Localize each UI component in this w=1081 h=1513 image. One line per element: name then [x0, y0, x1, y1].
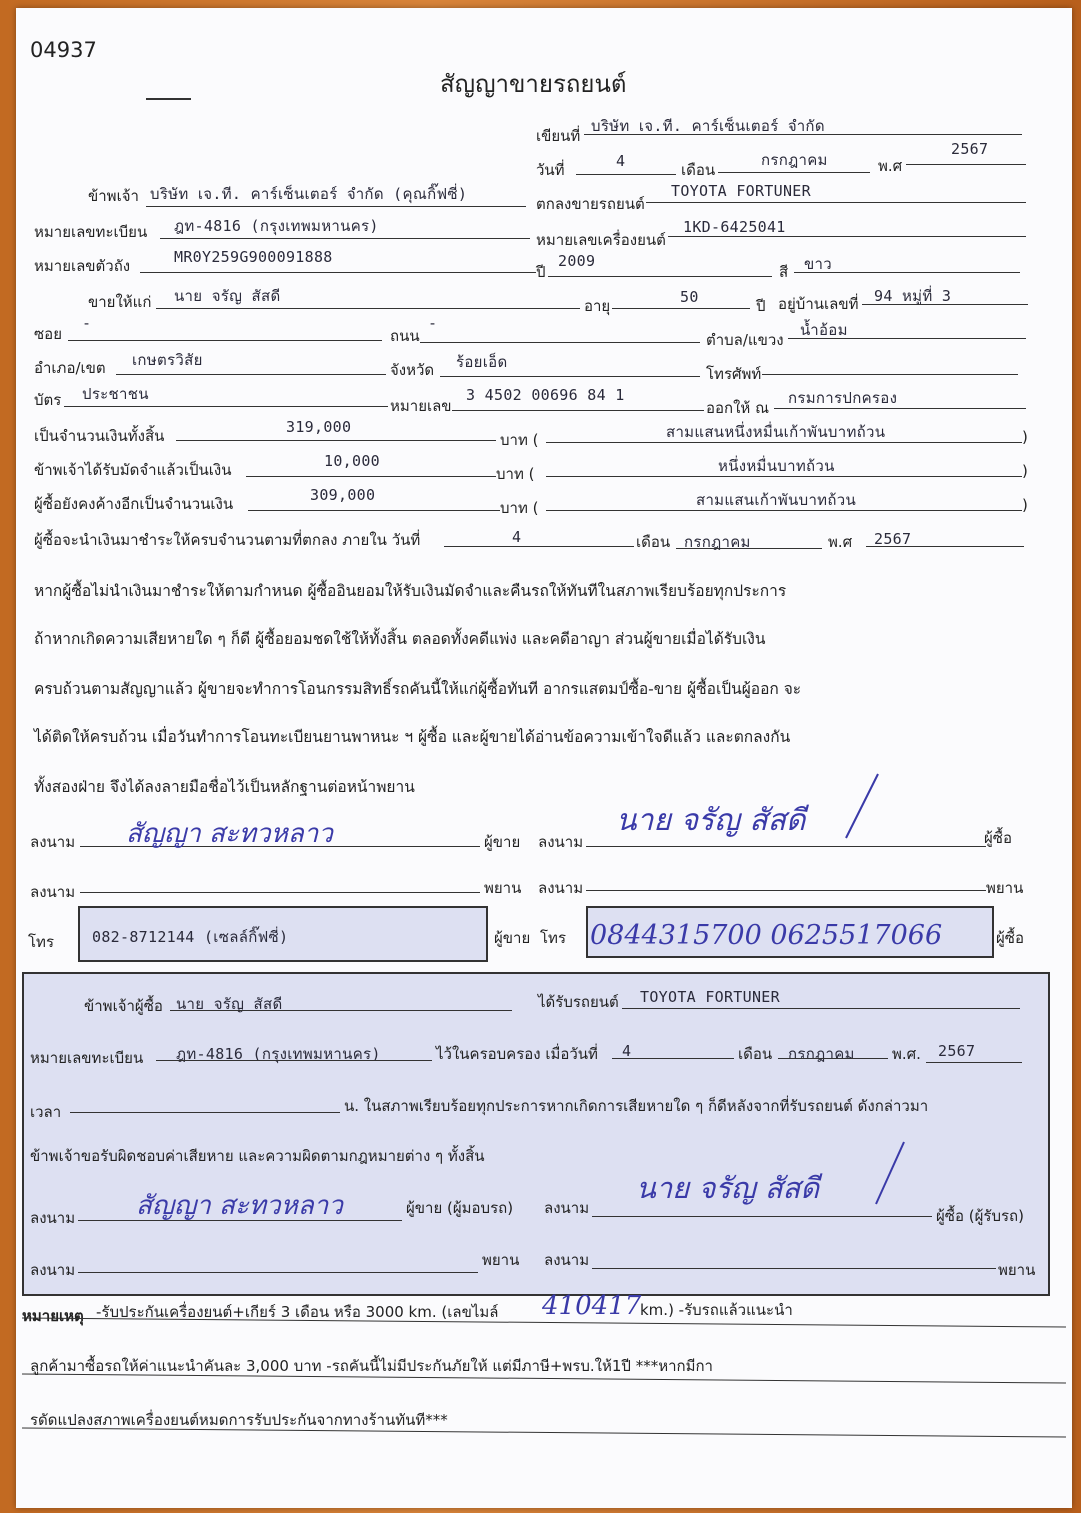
possess-year-label: พ.ศ.: [892, 1045, 921, 1063]
due-year: 2567: [874, 530, 912, 548]
witness-role-1: พยาน: [484, 879, 522, 897]
soi-value: -: [82, 314, 92, 332]
tambon-value: น้ำอ้อม: [800, 321, 848, 339]
sign-label-seller: ลงนาม: [30, 833, 76, 851]
deposit-value: 10,000: [324, 452, 380, 470]
phone-buyer-role: ผู้ซื้อ: [996, 929, 1024, 947]
chassis-line: [140, 272, 536, 273]
phone-seller-role: ผู้ขาย: [494, 929, 531, 947]
reg-value: ฎท-4816 (กรุงเทพมหานคร): [174, 217, 379, 235]
age-label: อายุ: [584, 297, 611, 315]
doc-number: 04937: [30, 38, 97, 62]
card-no-label: หมายเลข: [390, 397, 452, 415]
total-value: 319,000: [286, 418, 352, 436]
receipt-buyer-role: ผู้ซื้อ (ผู้รับรถ): [936, 1207, 1024, 1225]
notes-line-1a: -รับประกันเครื่องยนต์+เกียร์ 3 เดือน หรือ 3000 km. (เลขไมล์: [96, 1303, 499, 1321]
terms-line-2: ถ้าหากเกิดความเสียหายใด ๆ ก็ดี ผู้ซื้อยอมชดใช้ให้ทั้งสิ้น ตลอดทั้งคดีแพ่ง และคดีอาญา ส่วนผู้ขายเมื่อได้รับเงิน: [34, 630, 766, 648]
receipt-box: [22, 972, 1050, 1296]
receipt-buyer-name: นาย จรัญ สัสดี: [176, 995, 283, 1013]
age-line: [612, 308, 750, 309]
written-at-line: [584, 134, 1022, 135]
receipt-seller-role: ผู้ขาย (ผู้มอบรถ): [406, 1199, 514, 1217]
month-value: กรกฎาคม: [761, 151, 828, 169]
notes-underline-3: [22, 1427, 1066, 1437]
province-line: [440, 376, 700, 377]
buyer-phone-handwritten: [590, 910, 990, 954]
buyer-phone-box: [586, 906, 994, 958]
day-line: [576, 174, 676, 175]
seller-name: บริษัท เจ.ที. คาร์เซ็นเตอร์ จำกัด (คุณกิ๊ฟซี่): [150, 185, 468, 203]
receipt-reg-label: หมายเลขทะเบียน: [30, 1049, 144, 1067]
remain-line: [248, 510, 500, 511]
seller-line: [146, 206, 526, 207]
province-value: ร้อยเอ็ด: [456, 353, 508, 371]
receipt-sign-label-witness-2: ลงนาม: [544, 1251, 590, 1269]
sign-label-buyer: ลงนาม: [538, 833, 584, 851]
engine-line: [668, 236, 1026, 237]
witness-2-line: [586, 890, 986, 891]
road-label: ถนน: [390, 327, 420, 345]
receipt-sign-label-witness-1: ลงนาม: [30, 1261, 76, 1279]
svg-text:410417: 410417: [542, 1291, 642, 1321]
month-line: [718, 172, 870, 173]
receipt-buyer-line: [170, 1010, 512, 1011]
phone-line: [762, 374, 1018, 375]
amphoe-label: อำเภอ/เขต: [34, 359, 106, 377]
remain-words-line: [546, 510, 1022, 511]
sign-label-witness-2: ลงนาม: [538, 879, 584, 897]
receipt-sign-label-buyer: ลงนาม: [544, 1199, 590, 1217]
buyer-signature: [616, 768, 916, 848]
engine-value: 1KD-6425041: [683, 218, 786, 236]
due-label: ผู้ซื้อจะนำเงินมาชำระให้ครบจำนวนตามที่ตกลง ภายใน วันที่: [34, 531, 421, 549]
age-unit: ปี: [756, 297, 766, 315]
possess-day-line: [612, 1058, 734, 1059]
seller-phone: 082-8712144 (เซลล์กิ๊ฟซี่): [92, 928, 289, 946]
received-car: TOYOTA FORTUNER: [640, 988, 780, 1006]
receipt-buyer-label: ข้าพเจ้าผู้ซื้อ: [84, 997, 163, 1015]
notes-line-3: รดัดแปลงสภาพเครื่องยนต์หมดการรับประกันจากทางร้านทันที***: [30, 1411, 448, 1429]
card-value: ประชาชน: [82, 385, 149, 403]
due-year-label: พ.ศ: [828, 533, 853, 551]
buyer-role: ผู้ซื้อ: [984, 829, 1012, 847]
agree-label: ตกลงขายรถยนต์: [536, 195, 645, 213]
color-label: สี: [779, 263, 789, 281]
address-line: [862, 304, 1028, 305]
remain-label: ผู้ซื้อยังคงค้างอีกเป็นจำนวนเงิน: [34, 495, 234, 513]
deposit-label: ข้าพเจ้าได้รับมัดจำแล้วเป็นเงิน: [34, 461, 232, 479]
terms-line-5: ทั้งสองฝ่าย จึงได้ลงลายมือชื่อไว้เป็นหลักฐานต่อหน้าพยาน: [34, 778, 415, 796]
due-day-line: [444, 546, 634, 547]
engine-label: หมายเลขเครื่องยนต์: [536, 231, 666, 249]
deposit-close: ): [1022, 462, 1028, 480]
buyer-name: นาย จรัญ สัสดี: [174, 287, 281, 305]
deposit-line: [246, 476, 496, 477]
day-label: วันที่: [536, 161, 565, 179]
seller-role: ผู้ขาย: [484, 833, 521, 851]
due-day: 4: [512, 528, 522, 546]
card-line: [64, 406, 388, 407]
total-baht: บาท (: [500, 431, 539, 449]
mileage-handwritten: [542, 1280, 642, 1324]
deposit-words: หนึ่งหมื่นบาทถ้วน: [718, 457, 835, 475]
receipt-sign-label-seller: ลงนาม: [30, 1209, 76, 1227]
total-line: [176, 440, 496, 441]
seller-phone-label: โทร: [28, 933, 55, 951]
soi-line: [68, 340, 382, 341]
deposit-baht: บาท (: [496, 465, 535, 483]
amphoe-value: เกษตรวิสัย: [132, 351, 203, 369]
remain-close: ): [1022, 496, 1028, 514]
card-no-value: 3 4502 00696 84 1: [466, 386, 625, 404]
car-model: TOYOTA FORTUNER: [671, 182, 811, 200]
receipt-seller-signature: [136, 1176, 376, 1226]
vehicle-year-label: ปี: [536, 263, 546, 281]
total-close: ): [1022, 428, 1028, 446]
car-model-line: [646, 202, 1026, 203]
reg-line: [160, 238, 530, 239]
received-label: ได้รับรถยนต์: [538, 993, 619, 1011]
svg-text:นาย จรัญ สัสดี: นาย จรัญ สัสดี: [636, 1171, 820, 1205]
amphoe-line: [116, 374, 386, 375]
total-words: สามแสนหนึ่งหมื่นเก้าพันบาทถ้วน: [666, 423, 886, 441]
time-line: [70, 1112, 340, 1113]
seller-phone-box: [78, 906, 488, 962]
reg-label: หมายเลขทะเบียน: [34, 223, 148, 241]
witness-role-2: พยาน: [986, 879, 1024, 897]
issued-label: ออกให้ ณ: [706, 399, 769, 417]
card-no-line: [452, 410, 704, 411]
notes-line-2: ลูกค้ามาซื้อรถให้ค่าแนะนำคันละ 3,000 บาท -รถคันนี้ไม่มีประกันภัยให้ แต่มีภาษี+พรบ.ให้1ปี ***หากมีกา: [30, 1357, 713, 1375]
possess-month-label: เดือน: [738, 1045, 773, 1063]
color-line: [794, 272, 1020, 273]
total-words-line: [546, 442, 1022, 443]
possess-day: 4: [622, 1042, 632, 1060]
issued-value: กรมการปกครอง: [788, 389, 898, 407]
due-month-label: เดือน: [636, 533, 671, 551]
written-at-label: เขียนที่: [536, 127, 581, 145]
possess-year-line: [926, 1062, 1022, 1063]
receipt-witness-role-2: พยาน: [998, 1261, 1036, 1279]
vehicle-year-line: [548, 276, 772, 277]
age-value: 50: [680, 288, 699, 306]
issued-line: [774, 408, 1026, 409]
svg-text:สัญญา สะทวหลาว: สัญญา สะทวหลาว: [126, 819, 333, 849]
year-value: 2567: [951, 140, 989, 158]
receipt-witness-1-line: [78, 1272, 478, 1273]
province-label: จังหวัด: [390, 361, 435, 379]
receipt-reg: ฎท-4816 (กรุงเทพมหานคร): [176, 1045, 381, 1063]
possess-label: ไว้ในครอบครอง เมื่อวันที่: [436, 1045, 598, 1063]
possess-month: กรกฎาคม: [788, 1045, 855, 1063]
sell-to-label: ขายให้แก่: [88, 293, 152, 311]
month-label: เดือน: [681, 161, 716, 179]
receipt-witness-2-line: [592, 1268, 996, 1269]
witness-1-line: [80, 892, 480, 893]
liability-text: ข้าพเจ้าขอรับผิดชอบค่าเสียหาย และความผิดตามกฎหมายต่าง ๆ ทั้งสิ้น: [30, 1147, 485, 1165]
vehicle-year-value: 2009: [558, 252, 596, 270]
terms-line-3: ครบถ้วนตามสัญญาแล้ว ผู้ขายจะทำการโอนกรรมสิทธิ์รถคันนี้ให้แก่ผู้ซื้อทันที อากรแสตมป์ซื้อ-ขาย ผู้ซื้อเป็นผู้ออก จะ: [34, 680, 802, 698]
phone-label: โทรศัพท์: [706, 365, 762, 383]
year-label: พ.ศ: [878, 157, 903, 175]
remain-value: 309,000: [310, 486, 376, 504]
svg-text:0844315700 0625517066: 0844315700 0625517066: [590, 920, 943, 951]
svg-text:นาย จรัญ สัสดี: นาย จรัญ สัสดี: [616, 803, 806, 838]
due-month-line: [676, 548, 822, 549]
remain-words: สามแสนเก้าพันบาทถ้วน: [696, 491, 857, 509]
receipt-buyer-sign-line: [592, 1216, 932, 1217]
contract-paper: [16, 8, 1072, 1508]
due-year-line: [866, 546, 1024, 547]
address-label: อยู่บ้านเลขที่: [778, 295, 859, 313]
receipt-reg-line: [156, 1060, 432, 1061]
receipt-witness-role-1: พยาน: [482, 1251, 520, 1269]
terms-line-1: หากผู้ซื้อไม่นำเงินมาชำระให้ตามกำหนด ผู้ซื้ออินยอมให้รับเงินมัดจำและคืนรถให้ทันทีในสภาพเรียบร้อยทุกประการ: [34, 582, 787, 600]
seller-label: ข้าพเจ้า: [88, 187, 139, 205]
remain-baht: บาท (: [500, 499, 539, 517]
page-title: สัญญาขายรถยนต์: [440, 70, 627, 98]
card-label: บัตร: [34, 391, 62, 409]
day-value: 4: [616, 152, 626, 170]
sign-label-witness-1: ลงนาม: [30, 883, 76, 901]
buyer-name-line: [156, 308, 580, 309]
total-label: เป็นจำนวนเงินทั้งสิ้น: [34, 427, 165, 445]
road-line: [420, 342, 700, 343]
soi-label: ซอย: [34, 325, 62, 343]
tambon-label: ตำบล/แขวง: [706, 331, 784, 349]
possess-month-line: [778, 1058, 888, 1059]
year-line: [906, 164, 1026, 165]
address-value: 94 หมู่ที่ 3: [874, 287, 952, 305]
possess-year: 2567: [938, 1042, 976, 1060]
time-text: น. ในสภาพเรียบร้อยทุกประการหากเกิดการเสียหายใด ๆ ก็ดีหลังจากที่รับรถยนต์ ดังกล่าวมา: [344, 1097, 929, 1115]
receipt-buyer-signature: [636, 1138, 936, 1214]
deposit-words-line: [546, 476, 1022, 477]
color-value: ขาว: [804, 255, 832, 273]
doc-number-mark: [146, 98, 191, 100]
buyer-phone-label: โทร: [540, 929, 567, 947]
seller-signature: [126, 798, 366, 858]
due-month: กรกฎาคม: [684, 533, 751, 551]
chassis-label: หมายเลขตัวถัง: [34, 257, 131, 275]
time-label: เวลา: [30, 1103, 62, 1121]
chassis-value: MR0Y259G900091888: [174, 248, 333, 266]
tambon-line: [788, 338, 1026, 339]
road-value: -: [428, 314, 438, 332]
svg-text:สัญญา สะทวหลาว: สัญญา สะทวหลาว: [136, 1191, 343, 1221]
terms-line-4: ได้ติดให้ครบถ้วน เมื่อวันทำการโอนทะเบียนยานพาหนะ ฯ ผู้ซื้อ และผู้ขายได้อ่านข้อความเข้าใจดีแล้ว และตกลงกัน: [34, 728, 791, 746]
notes-label: หมายเหตุ: [22, 1307, 84, 1325]
written-at-value: บริษัท เจ.ที. คาร์เซ็นเตอร์ จำกัด: [591, 117, 825, 135]
notes-line-1b: km.) -รับรถแล้วแนะนำ: [640, 1301, 793, 1319]
received-car-line: [622, 1008, 1020, 1009]
